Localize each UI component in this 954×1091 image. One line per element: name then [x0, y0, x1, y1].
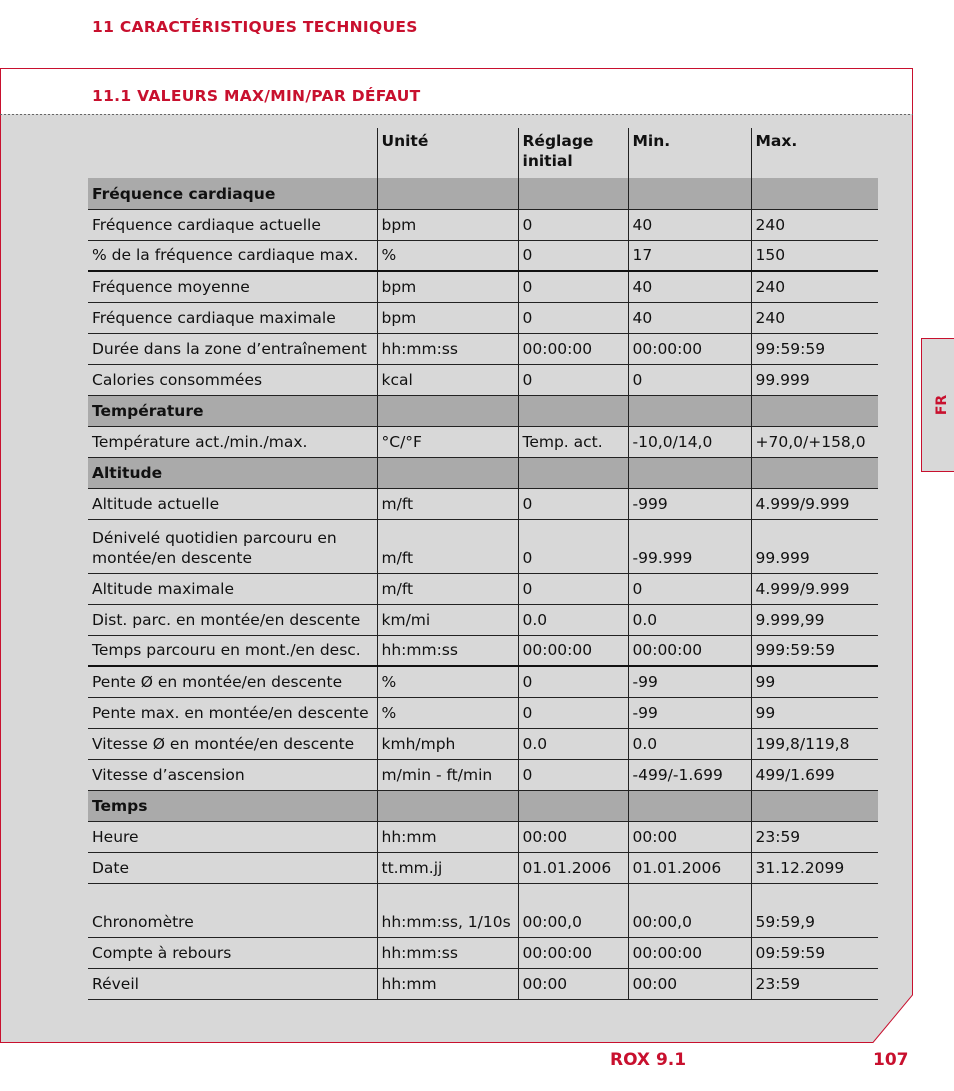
- table-cell: Fréquence cardiaque: [88, 178, 377, 209]
- table-row: [88, 488, 878, 519]
- table-cell: 99.999: [751, 519, 878, 573]
- table-cell: -99: [628, 697, 751, 728]
- table-cell: 0.0: [518, 728, 628, 759]
- table-cell: Temp. act.: [518, 426, 628, 457]
- table-row: [88, 302, 878, 333]
- table-cell: hh:mm:ss: [377, 333, 518, 364]
- table-cell: [518, 790, 628, 821]
- table-cell: 99: [751, 666, 878, 697]
- table-body: [88, 178, 878, 999]
- table-cell: 01.01.2006: [518, 852, 628, 883]
- table-cell: [628, 395, 751, 426]
- table-cell: bpm: [377, 209, 518, 240]
- table-cell: 999:59:59: [751, 635, 878, 666]
- table-cell: kcal: [377, 364, 518, 395]
- table-cell: Fréquence cardiaque actuelle: [88, 209, 377, 240]
- table-row: [88, 728, 878, 759]
- table-cell: 23:59: [751, 821, 878, 852]
- table-cell: Température act./min./max.: [88, 426, 377, 457]
- table-row: [88, 821, 878, 852]
- table-cell: 00:00: [518, 821, 628, 852]
- table-cell: -499/-1.699: [628, 759, 751, 790]
- table-row: [88, 759, 878, 790]
- table-cell: Chronomètre: [88, 883, 377, 937]
- table-cell: [628, 178, 751, 209]
- table-cell: hh:mm: [377, 821, 518, 852]
- table-cell: -10,0/14,0: [628, 426, 751, 457]
- table-cell: 17: [628, 240, 751, 271]
- table-cell: hh:mm: [377, 968, 518, 999]
- table-cell: [377, 790, 518, 821]
- table-cell: Pente Ø en montée/en descente: [88, 666, 377, 697]
- table-cell: 0: [518, 271, 628, 302]
- table-cell: Altitude maximale: [88, 573, 377, 604]
- table-cell: 00:00: [518, 968, 628, 999]
- table-cell: bpm: [377, 271, 518, 302]
- table-cell: Durée dans la zone d’entraînement: [88, 333, 377, 364]
- table-cell: 59:59,9: [751, 883, 878, 937]
- table-cell: [751, 790, 878, 821]
- table-cell: 00:00,0: [518, 883, 628, 937]
- specs-table: [88, 128, 878, 1000]
- table-cell: 0: [518, 573, 628, 604]
- table-cell: 40: [628, 271, 751, 302]
- table-cell: m/ft: [377, 573, 518, 604]
- table-cell: [518, 178, 628, 209]
- table-cell: bpm: [377, 302, 518, 333]
- table-cell: hh:mm:ss: [377, 937, 518, 968]
- table-cell: [377, 178, 518, 209]
- table-cell: 240: [751, 271, 878, 302]
- table-cell: 0: [518, 666, 628, 697]
- table-cell: -999: [628, 488, 751, 519]
- table-cell: 0: [628, 364, 751, 395]
- chapter-title: 11 CARACTÉRISTIQUES TECHNIQUES: [92, 18, 418, 36]
- table-cell: 0: [518, 519, 628, 573]
- table-row: [88, 209, 878, 240]
- table-row: [88, 666, 878, 697]
- table-cell: % de la fréquence cardiaque max.: [88, 240, 377, 271]
- table-cell: Dénivelé quotidien parcouru en montée/en descente: [88, 519, 377, 573]
- table-cell: 00:00:00: [518, 635, 628, 666]
- footer-model: ROX 9.1: [610, 1050, 687, 1070]
- table-row: [88, 697, 878, 728]
- page-number: 107: [873, 1050, 909, 1070]
- table-row: [88, 240, 878, 271]
- table-cell: [751, 178, 878, 209]
- table-cell: 99: [751, 697, 878, 728]
- table-cell: 240: [751, 209, 878, 240]
- table-section-row: [88, 395, 878, 426]
- table-section-row: [88, 178, 878, 209]
- table-cell: 0: [518, 240, 628, 271]
- table-row: [88, 271, 878, 302]
- table-cell: 00:00:00: [518, 333, 628, 364]
- table-cell: 0: [518, 759, 628, 790]
- table-cell: 0: [628, 573, 751, 604]
- table-cell: 00:00:00: [628, 333, 751, 364]
- table-cell: tt.mm.jj: [377, 852, 518, 883]
- table-cell: Fréquence cardiaque maximale: [88, 302, 377, 333]
- table-header-row: [88, 128, 878, 178]
- table-cell: 0: [518, 209, 628, 240]
- table-cell: 00:00: [628, 968, 751, 999]
- table-cell: 99:59:59: [751, 333, 878, 364]
- header-cell-blank: [88, 128, 377, 178]
- table-cell: %: [377, 697, 518, 728]
- table-cell: [751, 395, 878, 426]
- table-cell: Compte à rebours: [88, 937, 377, 968]
- table-cell: -99.999: [628, 519, 751, 573]
- table-cell: Temps: [88, 790, 377, 821]
- table-cell: 0.0: [628, 728, 751, 759]
- header-cell-max: Max.: [751, 128, 878, 178]
- table-cell: 199,8/119,8: [751, 728, 878, 759]
- table-section-row: [88, 790, 878, 821]
- table-section-row: [88, 457, 878, 488]
- table-row: [88, 364, 878, 395]
- table-row: [88, 333, 878, 364]
- table-cell: hh:mm:ss: [377, 635, 518, 666]
- section-title: 11.1 VALEURS MAX/MIN/PAR DÉFAUT: [92, 87, 421, 105]
- table-cell: %: [377, 240, 518, 271]
- table-cell: [518, 457, 628, 488]
- table-cell: [628, 790, 751, 821]
- table-cell: 01.01.2006: [628, 852, 751, 883]
- table-cell: 499/1.699: [751, 759, 878, 790]
- table-cell: Calories consommées: [88, 364, 377, 395]
- language-tab-label: FR: [933, 394, 950, 416]
- table-cell: Date: [88, 852, 377, 883]
- table-cell: km/mi: [377, 604, 518, 635]
- table-row: [88, 968, 878, 999]
- table-cell: 0: [518, 697, 628, 728]
- table-cell: 23:59: [751, 968, 878, 999]
- table-cell: [751, 457, 878, 488]
- table-row: [88, 519, 878, 573]
- table-cell: 00:00:00: [628, 635, 751, 666]
- table-cell: Vitesse d’ascension: [88, 759, 377, 790]
- table-cell: [518, 395, 628, 426]
- table-row: [88, 852, 878, 883]
- table-cell: hh:mm:ss, 1/10s: [377, 883, 518, 937]
- table-cell: [628, 457, 751, 488]
- header-cell-unit: Unité: [377, 128, 518, 178]
- table-cell: Heure: [88, 821, 377, 852]
- table-cell: 99.999: [751, 364, 878, 395]
- table-cell: +70,0/+158,0: [751, 426, 878, 457]
- table-cell: [377, 395, 518, 426]
- header-cell-default: Réglage initial: [518, 128, 628, 178]
- table-cell: 0.0: [628, 604, 751, 635]
- table-cell: 240: [751, 302, 878, 333]
- table-cell: -99: [628, 666, 751, 697]
- table-cell: Vitesse Ø en montée/en descente: [88, 728, 377, 759]
- table-row: [88, 573, 878, 604]
- table-cell: 00:00:00: [518, 937, 628, 968]
- table-cell: 40: [628, 209, 751, 240]
- table-cell: °C/°F: [377, 426, 518, 457]
- table-cell: 4.999/9.999: [751, 573, 878, 604]
- table-cell: kmh/mph: [377, 728, 518, 759]
- header-cell-min: Min.: [628, 128, 751, 178]
- table-cell: Temps parcouru en mont./en desc.: [88, 635, 377, 666]
- table-cell: 0: [518, 302, 628, 333]
- table-cell: [377, 457, 518, 488]
- table-cell: Altitude: [88, 457, 377, 488]
- table-cell: Pente max. en montée/en descente: [88, 697, 377, 728]
- table-cell: m/min - ft/min: [377, 759, 518, 790]
- table-cell: 40: [628, 302, 751, 333]
- table-cell: m/ft: [377, 488, 518, 519]
- table-cell: 0: [518, 364, 628, 395]
- table-cell: Altitude actuelle: [88, 488, 377, 519]
- table-cell: 9.999,99: [751, 604, 878, 635]
- table-cell: Réveil: [88, 968, 377, 999]
- table-cell: %: [377, 666, 518, 697]
- table-cell: m/ft: [377, 519, 518, 573]
- table-cell: 00:00: [628, 821, 751, 852]
- table-cell: 4.999/9.999: [751, 488, 878, 519]
- table-row: [88, 883, 878, 937]
- table-cell: 00:00:00: [628, 937, 751, 968]
- table-cell: 0.0: [518, 604, 628, 635]
- table-cell: 31.12.2099: [751, 852, 878, 883]
- table-row: [88, 635, 878, 666]
- table-cell: 00:00,0: [628, 883, 751, 937]
- table-cell: 150: [751, 240, 878, 271]
- table-cell: Température: [88, 395, 377, 426]
- table-row: [88, 604, 878, 635]
- table-cell: 0: [518, 488, 628, 519]
- table-row: [88, 937, 878, 968]
- table-cell: Fréquence moyenne: [88, 271, 377, 302]
- table-cell: Dist. parc. en montée/en descente: [88, 604, 377, 635]
- table-row: [88, 426, 878, 457]
- table-cell: 09:59:59: [751, 937, 878, 968]
- language-tab: [921, 338, 954, 472]
